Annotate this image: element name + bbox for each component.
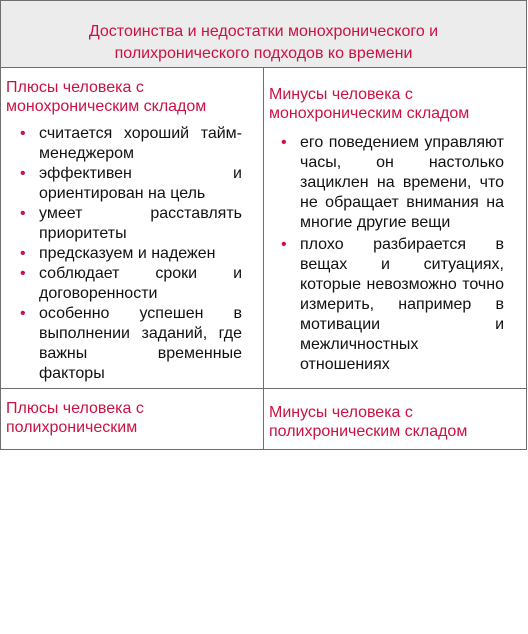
bullet-icon: • <box>281 236 287 253</box>
mono-pros-heading: Плюсы человека с монохроническим складом <box>6 79 207 115</box>
list-item-text: предсказуем и надежен <box>39 245 216 262</box>
mono-cons-list <box>264 123 526 375</box>
poly-cons-heading: Минусы человека с полихроническим складом <box>269 404 468 440</box>
list-item <box>281 133 504 233</box>
list-item <box>20 244 242 264</box>
title-cell <box>1 1 527 68</box>
bullet-icon: • <box>20 305 26 322</box>
bullet-icon: • <box>20 125 26 142</box>
poly-cons-cell <box>264 389 527 450</box>
mono-cons-heading: Минусы человека с монохроническим складом <box>269 86 470 122</box>
mono-pros-list <box>1 116 263 388</box>
list-item <box>281 235 504 375</box>
list-item <box>20 164 242 204</box>
mono-row <box>1 68 527 389</box>
mono-cons-cell <box>264 68 527 389</box>
list-item-text: его поведением управляют часы, он настолько зациклен на времени, что не обращает внимания на многие другие вещи <box>300 134 504 231</box>
table-title: Достоинства и недостатки монохронического и полихронического подходов ко времени <box>88 23 439 62</box>
bullet-icon: • <box>20 245 26 262</box>
poly-row <box>1 389 527 450</box>
list-item-text: плохо разбирается в вещах и ситуациях, которые невозможно точно измерить, например в мотивации и межличностных отношениях <box>300 236 504 373</box>
list-item <box>20 264 242 304</box>
bullet-icon: • <box>20 205 26 222</box>
mono-pros-cell <box>1 68 264 389</box>
list-item-text: умеет расставлять приоритеты <box>39 205 242 242</box>
list-item-text: соблюдает сроки и договоренности <box>39 265 242 302</box>
list-item <box>20 124 242 164</box>
title-row <box>1 1 527 68</box>
list-item <box>20 204 242 244</box>
list-item-text: особенно успешен в выполнении заданий, где важны временные факторы <box>39 305 242 382</box>
bullet-icon: • <box>20 165 26 182</box>
poly-pros-cell <box>1 389 264 450</box>
bullet-icon: • <box>20 265 26 282</box>
list-item <box>20 304 242 384</box>
bullet-icon: • <box>281 134 287 151</box>
poly-pros-heading: Плюсы человека с полихроническим <box>6 400 144 436</box>
list-item-text: эффективен и ориентирован на цель <box>39 165 242 202</box>
list-item-text: считается хороший тайм-менеджером <box>39 125 242 162</box>
